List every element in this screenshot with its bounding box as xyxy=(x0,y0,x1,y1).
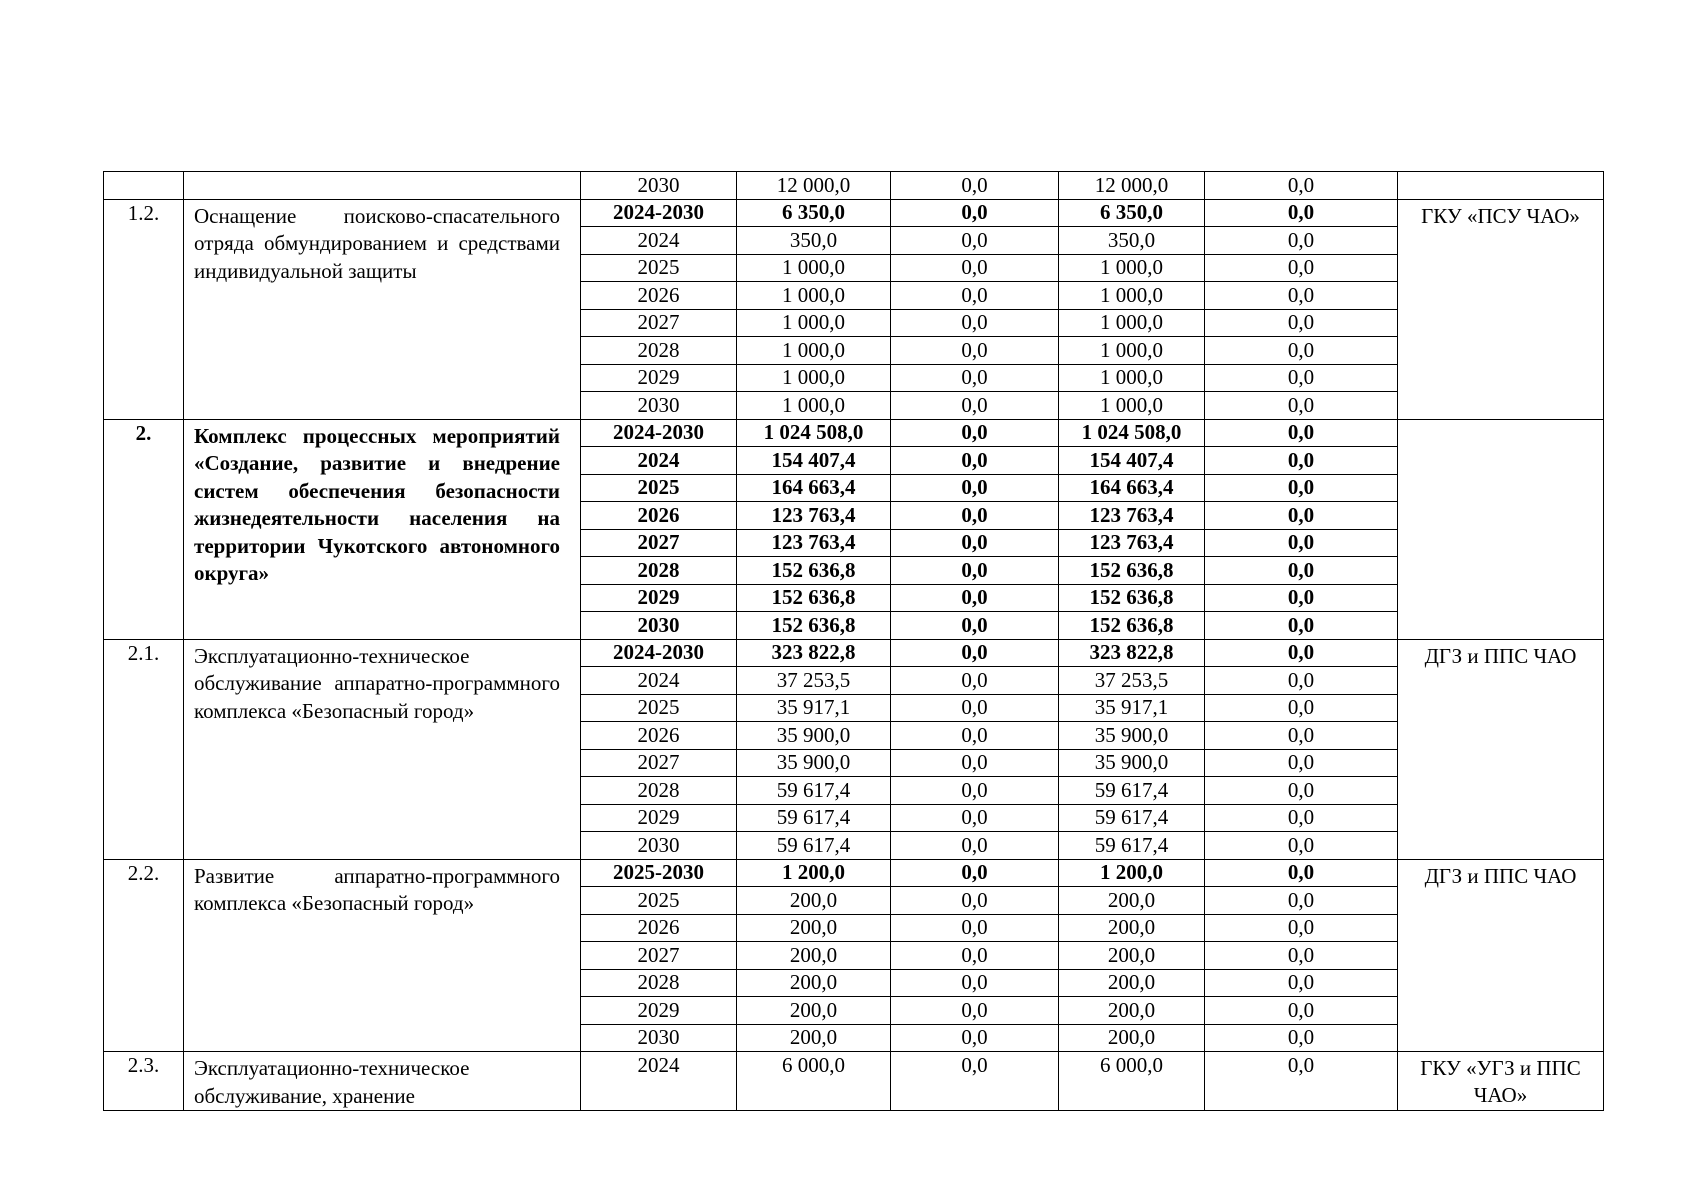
federal-cell: 0,0 xyxy=(891,282,1059,310)
total-cell: 1 000,0 xyxy=(737,254,891,282)
federal-cell: 0,0 xyxy=(891,969,1059,997)
year-cell: 2025-2030 xyxy=(581,859,737,887)
federal-cell: 0,0 xyxy=(891,777,1059,805)
federal-cell: 0,0 xyxy=(891,942,1059,970)
year-cell: 2027 xyxy=(581,529,737,557)
item-number: 2.1. xyxy=(104,639,184,859)
other-cell: 0,0 xyxy=(1205,859,1398,887)
executor-cell-empty xyxy=(1398,172,1604,200)
total-cell: 1 024 508,0 xyxy=(737,419,891,447)
regional-cell: 164 663,4 xyxy=(1059,474,1205,502)
year-cell: 2029 xyxy=(581,584,737,612)
federal-cell: 0,0 xyxy=(891,1024,1059,1052)
federal-cell: 0,0 xyxy=(891,172,1059,200)
other-cell: 0,0 xyxy=(1205,969,1398,997)
regional-cell: 6 350,0 xyxy=(1059,199,1205,227)
total-cell: 200,0 xyxy=(737,997,891,1025)
table-body xyxy=(104,172,1604,1111)
item-number: 2.3. xyxy=(104,1052,184,1111)
other-cell: 0,0 xyxy=(1205,1024,1398,1052)
regional-cell: 1 000,0 xyxy=(1059,337,1205,365)
total-cell: 200,0 xyxy=(737,887,891,915)
regional-cell: 350,0 xyxy=(1059,227,1205,255)
other-cell: 0,0 xyxy=(1205,804,1398,832)
other-cell: 0,0 xyxy=(1205,722,1398,750)
federal-cell: 0,0 xyxy=(891,859,1059,887)
year-cell: 2028 xyxy=(581,557,737,585)
total-cell: 200,0 xyxy=(737,969,891,997)
year-cell: 2026 xyxy=(581,502,737,530)
year-cell: 2029 xyxy=(581,364,737,392)
federal-cell: 0,0 xyxy=(891,254,1059,282)
other-cell: 0,0 xyxy=(1205,584,1398,612)
other-cell: 0,0 xyxy=(1205,364,1398,392)
total-cell: 1 000,0 xyxy=(737,364,891,392)
year-cell: 2024 xyxy=(581,227,737,255)
other-cell: 0,0 xyxy=(1205,832,1398,860)
federal-cell: 0,0 xyxy=(891,804,1059,832)
federal-cell: 0,0 xyxy=(891,419,1059,447)
year-cell: 2029 xyxy=(581,997,737,1025)
other-cell: 0,0 xyxy=(1205,997,1398,1025)
other-cell: 0,0 xyxy=(1205,749,1398,777)
year-cell: 2024-2030 xyxy=(581,199,737,227)
executor-cell xyxy=(1398,419,1604,639)
total-cell: 123 763,4 xyxy=(737,529,891,557)
executor-cell: ГКУ «ПСУ ЧАО» xyxy=(1398,199,1604,419)
other-cell: 0,0 xyxy=(1205,282,1398,310)
other-cell: 0,0 xyxy=(1205,419,1398,447)
total-cell: 152 636,8 xyxy=(737,557,891,585)
regional-cell: 200,0 xyxy=(1059,1024,1205,1052)
other-cell: 0,0 xyxy=(1205,227,1398,255)
executor-cell: ДГЗ и ППС ЧАО xyxy=(1398,639,1604,859)
regional-cell: 35 917,1 xyxy=(1059,694,1205,722)
total-cell: 200,0 xyxy=(737,942,891,970)
other-cell: 0,0 xyxy=(1205,914,1398,942)
table-row xyxy=(104,172,1604,200)
table-row xyxy=(104,199,1604,227)
regional-cell: 200,0 xyxy=(1059,942,1205,970)
federal-cell: 0,0 xyxy=(891,832,1059,860)
other-cell: 0,0 xyxy=(1205,529,1398,557)
executor-cell: ДГЗ и ППС ЧАО xyxy=(1398,859,1604,1052)
federal-cell: 0,0 xyxy=(891,639,1059,667)
federal-cell: 0,0 xyxy=(891,749,1059,777)
federal-cell: 0,0 xyxy=(891,364,1059,392)
federal-cell: 0,0 xyxy=(891,337,1059,365)
other-cell: 0,0 xyxy=(1205,557,1398,585)
total-cell: 59 617,4 xyxy=(737,777,891,805)
total-cell: 1 000,0 xyxy=(737,282,891,310)
year-cell: 2030 xyxy=(581,392,737,420)
total-cell: 35 900,0 xyxy=(737,749,891,777)
other-cell: 0,0 xyxy=(1205,942,1398,970)
other-cell: 0,0 xyxy=(1205,777,1398,805)
regional-cell: 1 000,0 xyxy=(1059,364,1205,392)
federal-cell: 0,0 xyxy=(891,1052,1059,1111)
federal-cell: 0,0 xyxy=(891,997,1059,1025)
year-cell: 2026 xyxy=(581,722,737,750)
other-cell: 0,0 xyxy=(1205,337,1398,365)
other-cell: 0,0 xyxy=(1205,199,1398,227)
regional-cell: 200,0 xyxy=(1059,969,1205,997)
year-cell: 2028 xyxy=(581,777,737,805)
regional-cell: 1 000,0 xyxy=(1059,392,1205,420)
regional-cell: 200,0 xyxy=(1059,914,1205,942)
item-name: Комплекс процессных мероприятий «Создание, развитие и внедрение систем обеспечения безопасности жизнедеятельности населения на территории Чукотского автономного округа» xyxy=(184,419,581,639)
other-cell: 0,0 xyxy=(1205,474,1398,502)
year-cell: 2024 xyxy=(581,1052,737,1111)
year-cell: 2030 xyxy=(581,612,737,640)
year-cell: 2030 xyxy=(581,832,737,860)
total-cell: 200,0 xyxy=(737,914,891,942)
total-cell: 164 663,4 xyxy=(737,474,891,502)
year-cell: 2028 xyxy=(581,337,737,365)
total-cell: 1 000,0 xyxy=(737,309,891,337)
year-cell: 2028 xyxy=(581,969,737,997)
item-number: 2. xyxy=(104,419,184,639)
regional-cell: 1 200,0 xyxy=(1059,859,1205,887)
federal-cell: 0,0 xyxy=(891,309,1059,337)
total-cell: 323 822,8 xyxy=(737,639,891,667)
regional-cell: 35 900,0 xyxy=(1059,749,1205,777)
regional-cell: 1 000,0 xyxy=(1059,309,1205,337)
total-cell: 6 000,0 xyxy=(737,1052,891,1111)
total-cell: 350,0 xyxy=(737,227,891,255)
federal-cell: 0,0 xyxy=(891,392,1059,420)
regional-cell: 323 822,8 xyxy=(1059,639,1205,667)
year-cell: 2029 xyxy=(581,804,737,832)
other-cell: 0,0 xyxy=(1205,309,1398,337)
federal-cell: 0,0 xyxy=(891,557,1059,585)
regional-cell: 1 024 508,0 xyxy=(1059,419,1205,447)
other-cell: 0,0 xyxy=(1205,694,1398,722)
regional-cell: 6 000,0 xyxy=(1059,1052,1205,1111)
other-cell: 0,0 xyxy=(1205,639,1398,667)
year-cell: 2025 xyxy=(581,694,737,722)
federal-cell: 0,0 xyxy=(891,694,1059,722)
regional-cell: 123 763,4 xyxy=(1059,529,1205,557)
other-cell: 0,0 xyxy=(1205,887,1398,915)
item-name: Эксплуатационно-техническое обслуживание аппаратно-программного комплекса «Безопасный город» xyxy=(184,639,581,859)
table-row xyxy=(104,639,1604,667)
regional-cell: 59 617,4 xyxy=(1059,777,1205,805)
item-name: Эксплуатационно-техническое обслуживание, хранение xyxy=(184,1052,581,1111)
federal-cell: 0,0 xyxy=(891,667,1059,695)
federal-cell: 0,0 xyxy=(891,612,1059,640)
total-cell: 152 636,8 xyxy=(737,612,891,640)
year-cell: 2027 xyxy=(581,942,737,970)
total-cell: 123 763,4 xyxy=(737,502,891,530)
regional-cell: 152 636,8 xyxy=(1059,584,1205,612)
year-cell: 2026 xyxy=(581,282,737,310)
other-cell: 0,0 xyxy=(1205,667,1398,695)
year-cell: 2024-2030 xyxy=(581,419,737,447)
regional-cell: 200,0 xyxy=(1059,887,1205,915)
other-cell: 0,0 xyxy=(1205,1052,1398,1111)
total-cell: 35 900,0 xyxy=(737,722,891,750)
year-cell: 2026 xyxy=(581,914,737,942)
regional-cell: 152 636,8 xyxy=(1059,612,1205,640)
federal-cell: 0,0 xyxy=(891,447,1059,475)
federal-cell: 0,0 xyxy=(891,227,1059,255)
year-cell: 2025 xyxy=(581,474,737,502)
regional-cell: 1 000,0 xyxy=(1059,254,1205,282)
year-cell: 2024 xyxy=(581,447,737,475)
regional-cell: 59 617,4 xyxy=(1059,832,1205,860)
federal-cell: 0,0 xyxy=(891,502,1059,530)
year-cell: 2027 xyxy=(581,309,737,337)
total-cell: 6 350,0 xyxy=(737,199,891,227)
name-cell-empty xyxy=(184,172,581,200)
regional-cell: 59 617,4 xyxy=(1059,804,1205,832)
table-row xyxy=(104,859,1604,887)
total-cell: 200,0 xyxy=(737,1024,891,1052)
table-row xyxy=(104,419,1604,447)
other-cell: 0,0 xyxy=(1205,447,1398,475)
regional-cell: 123 763,4 xyxy=(1059,502,1205,530)
table-row xyxy=(104,1052,1604,1111)
item-name: Оснащение поисково-спасательного отряда обмундированием и средствами индивидуальной защиты xyxy=(184,199,581,419)
total-cell: 154 407,4 xyxy=(737,447,891,475)
other-cell: 0,0 xyxy=(1205,254,1398,282)
total-cell: 1 200,0 xyxy=(737,859,891,887)
year-cell: 2024-2030 xyxy=(581,639,737,667)
budget-table xyxy=(103,171,1604,1111)
regional-cell: 35 900,0 xyxy=(1059,722,1205,750)
regional-cell: 200,0 xyxy=(1059,997,1205,1025)
year-cell: 2024 xyxy=(581,667,737,695)
number-cell-empty xyxy=(104,172,184,200)
total-cell: 12 000,0 xyxy=(737,172,891,200)
regional-cell: 12 000,0 xyxy=(1059,172,1205,200)
total-cell: 35 917,1 xyxy=(737,694,891,722)
regional-cell: 37 253,5 xyxy=(1059,667,1205,695)
item-name: Развитие аппаратно-программного комплекса «Безопасный город» xyxy=(184,859,581,1052)
total-cell: 1 000,0 xyxy=(737,392,891,420)
executor-cell: ГКУ «УГЗ и ППС ЧАО» xyxy=(1398,1052,1604,1111)
other-cell: 0,0 xyxy=(1205,172,1398,200)
year-cell: 2030 xyxy=(581,172,737,200)
regional-cell: 154 407,4 xyxy=(1059,447,1205,475)
regional-cell: 1 000,0 xyxy=(1059,282,1205,310)
federal-cell: 0,0 xyxy=(891,529,1059,557)
federal-cell: 0,0 xyxy=(891,722,1059,750)
federal-cell: 0,0 xyxy=(891,584,1059,612)
federal-cell: 0,0 xyxy=(891,199,1059,227)
item-number: 2.2. xyxy=(104,859,184,1052)
total-cell: 1 000,0 xyxy=(737,337,891,365)
other-cell: 0,0 xyxy=(1205,392,1398,420)
year-cell: 2030 xyxy=(581,1024,737,1052)
other-cell: 0,0 xyxy=(1205,502,1398,530)
total-cell: 59 617,4 xyxy=(737,832,891,860)
total-cell: 37 253,5 xyxy=(737,667,891,695)
other-cell: 0,0 xyxy=(1205,612,1398,640)
item-number: 1.2. xyxy=(104,199,184,419)
federal-cell: 0,0 xyxy=(891,474,1059,502)
regional-cell: 152 636,8 xyxy=(1059,557,1205,585)
year-cell: 2027 xyxy=(581,749,737,777)
total-cell: 59 617,4 xyxy=(737,804,891,832)
year-cell: 2025 xyxy=(581,254,737,282)
year-cell: 2025 xyxy=(581,887,737,915)
federal-cell: 0,0 xyxy=(891,887,1059,915)
federal-cell: 0,0 xyxy=(891,914,1059,942)
total-cell: 152 636,8 xyxy=(737,584,891,612)
